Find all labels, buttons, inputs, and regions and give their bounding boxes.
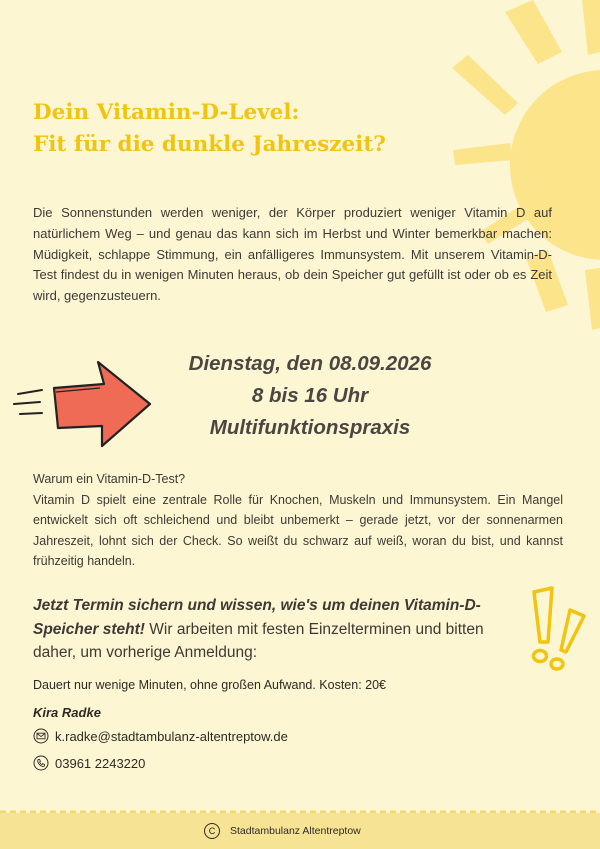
why-text: Vitamin D spielt eine zentrale Rolle für Knochen, Muskeln und Immunsystem. Ein Mangel entwickelt sich oft schleichend und bleibt unbemerkt – gerade jetzt, vor der sonnenarmen Jahreszeit, lohnt sich der Check. So weißt du schwarz auf weiß, woran du bist, und kannst frühzeitig handeln.: [33, 492, 563, 568]
page-title: [33, 97, 386, 161]
footer-org: Stadtambulanz Altentreptow: [230, 825, 361, 837]
exclamation-icon: [512, 584, 592, 674]
contact-email[interactable]: k.radke@stadtambulanz-altentreptow.de: [55, 728, 288, 744]
footer: [0, 813, 600, 849]
event-date: Dienstag, den 08.09.2026: [188, 352, 432, 375]
event-place: Multifunktionspraxis: [209, 416, 411, 439]
event-info: [150, 348, 470, 444]
envelope-icon: [33, 728, 49, 744]
cta-rest: Wir arbeiten mit festen Einzelterminen und bitten daher, um vorherige Anmeldung:: [33, 620, 484, 661]
contact-phone-row: [33, 755, 145, 771]
appointment-details: Dauert nur wenige Minuten, ohne großen Aufwand. Kosten: 20€: [33, 678, 387, 692]
intro-paragraph: Die Sonnenstunden werden weniger, der Körper produziert weniger Vitamin D auf natürlichem Weg – und genau das kann sich im Herbst und Winter bemerkbar machen: Müdigkeit, schlappe Stimmung, ein anfälligeres Immunsystem. Mit unserem Vitamin-D-Test findest du in wenigen Minuten heraus, ob dein Speicher gut gefüllt ist oder ob es Zeit wird, gegenzusteuern.: [33, 205, 552, 304]
title-line-2: Fit für die dunkle Jahreszeit?: [33, 132, 386, 157]
event-time: 8 bis 16 Uhr: [251, 384, 369, 407]
call-to-action: [33, 594, 523, 665]
contact-email-row: [33, 728, 288, 744]
phone-icon: [33, 755, 49, 771]
cta-strong: Jetzt Termin sichern und wissen, wie's um deinen Vitamin-D-Speicher steht!: [33, 597, 481, 638]
title-line-1: Dein Vitamin-D-Level:: [33, 100, 300, 125]
arrow-right-icon: [10, 352, 160, 452]
copyright-icon: C: [204, 823, 220, 839]
contact-name: Kira Radke: [33, 705, 101, 720]
contact-phone[interactable]: 03961 2243220: [55, 755, 146, 771]
why-section: [33, 469, 563, 572]
why-question: Warum ein Vitamin-D-Test?: [33, 472, 186, 486]
